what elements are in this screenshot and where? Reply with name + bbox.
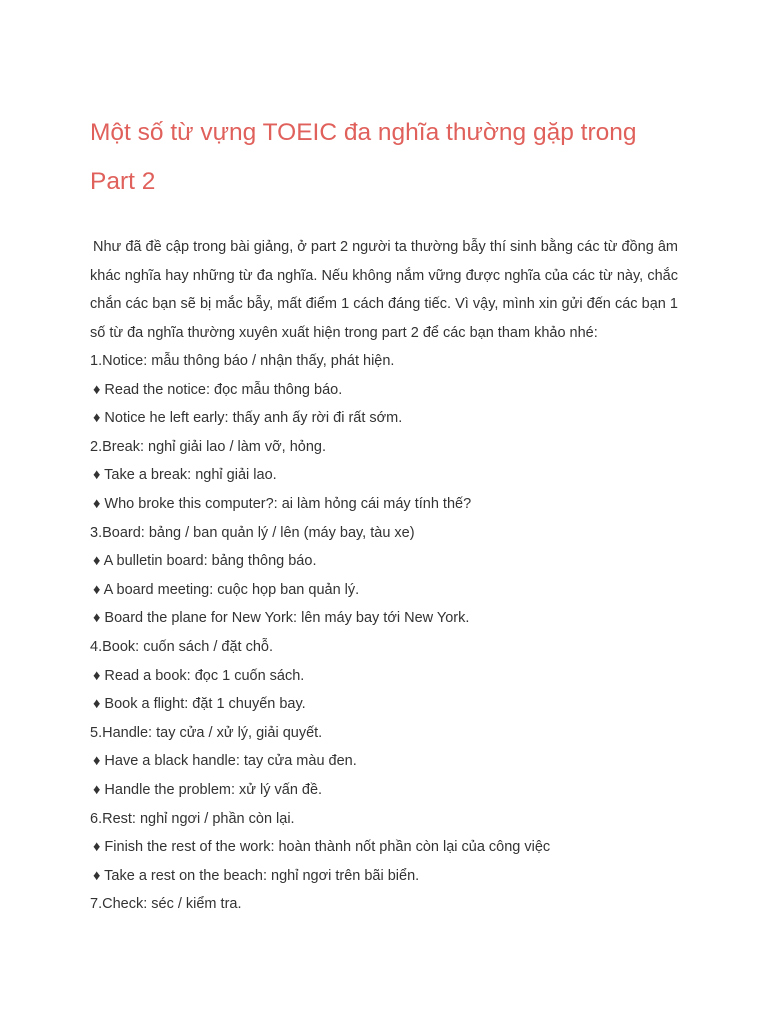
example-line: ♦ Finish the rest of the work: hoàn thành nốt phần còn lại của công việc — [93, 839, 551, 856]
example-line: ♦ A bulletin board: bảng thông báo. — [93, 553, 317, 570]
vocab-entry: 2.Break: nghỉ giải lao / làm vỡ, hỏng. — [90, 438, 327, 455]
example-line: ♦ Read a book: đọc 1 cuốn sách. — [93, 667, 305, 684]
document-page — [90, 108, 678, 919]
vocab-entry: 4.Book: cuốn sách / đặt chỗ. — [90, 638, 273, 655]
example-line: ♦ Who broke this computer?: ai làm hỏng cái máy tính thế? — [93, 495, 472, 512]
example-line: ♦ Take a rest on the beach: nghỉ ngơi trên bãi biển. — [93, 867, 420, 884]
vocab-entry: 5.Handle: tay cửa / xử lý, giải quyết. — [90, 724, 323, 741]
example-line: ♦ Notice he left early: thấy anh ấy rời đi rất sớm. — [93, 410, 403, 427]
vocab-entry: 7.Check: séc / kiểm tra. — [90, 896, 242, 913]
vocab-entry: 6.Rest: nghỉ ngơi / phần còn lại. — [90, 810, 295, 827]
vocab-entry: 3.Board: bảng / ban quản lý / lên (máy bay, tàu xe) — [90, 524, 415, 541]
example-line: ♦ Book a flight: đặt 1 chuyến bay. — [93, 696, 306, 713]
page-title: Một số từ vựng TOEIC đa nghĩa thường gặp trong Part 2 — [90, 119, 637, 195]
intro-paragraph: Như đã đề cập trong bài giảng, ở part 2 người ta thường bẫy thí sinh bằng các từ đồng âm khác nghĩa hay những từ đa nghĩa. Nếu không nắm vững được nghĩa của các từ này, chắc chắn các bạn sẽ bị mắc bẫy, mất điểm 1 cách đáng tiếc. Vì vậy, mình xin gửi đến các bạn 1 số từ đa nghĩa thường xuyên xuất hiện trong part 2 để các bạn tham khảo nhé: — [90, 239, 678, 341]
example-line: ♦ Take a break: nghỉ giải lao. — [93, 467, 277, 484]
vocab-entry: 1.Notice: mẫu thông báo / nhận thấy, phát hiện. — [90, 353, 395, 369]
example-line: ♦ Have a black handle: tay cửa màu đen. — [93, 753, 357, 770]
example-line: ♦ A board meeting: cuộc họp ban quản lý. — [93, 581, 360, 598]
example-line: ♦ Read the notice: đọc mẫu thông báo. — [93, 381, 343, 398]
example-line: ♦ Handle the problem: xử lý vấn đề. — [93, 781, 323, 798]
vocabulary-list — [90, 347, 678, 919]
example-line: ♦ Board the plane for New York: lên máy bay tới New York. — [93, 610, 470, 627]
